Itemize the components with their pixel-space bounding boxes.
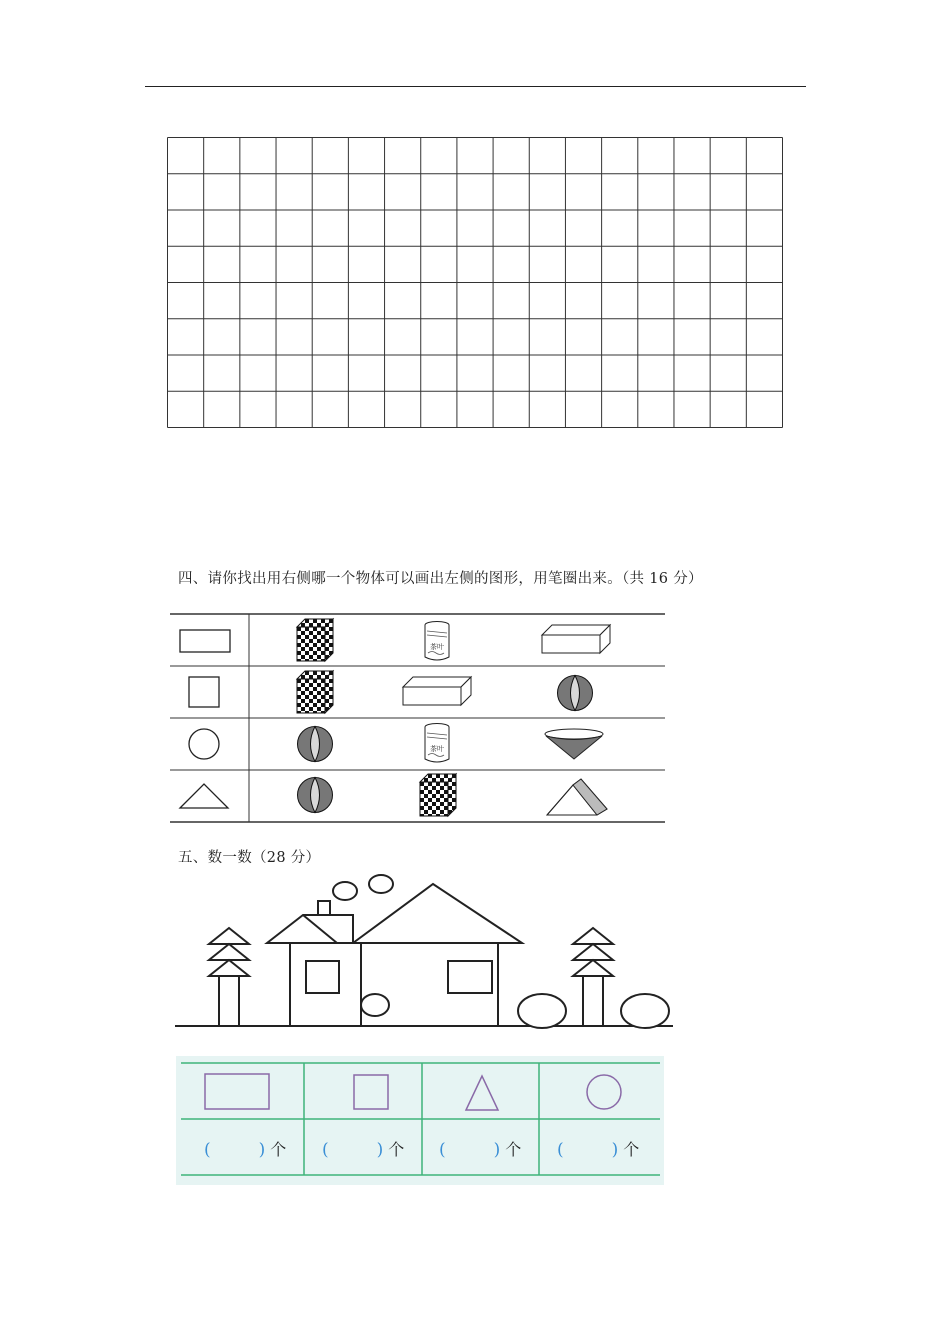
cuboid-box-object[interactable] [403,677,471,705]
close-paren: ) [376,1140,384,1160]
count-table-lines [176,1056,664,1185]
open-paren: ( [322,1140,329,1160]
open-paren: ( [439,1140,446,1160]
ball-object[interactable] [558,676,593,711]
tea-can-object[interactable] [425,724,449,763]
count-answer-table [176,1056,664,1185]
writing-grid [167,137,783,428]
rectangle-count-answer[interactable] [204,1137,286,1160]
section5-title: 五、数一数（28 分） [178,850,321,866]
ball-object[interactable] [298,778,333,813]
ball-object[interactable] [298,727,333,762]
rectangle-shape [180,630,230,652]
house-scene [175,872,675,1032]
unit-label: 个 [388,1140,405,1159]
cuboid-box-object[interactable] [542,625,610,653]
square-count-answer[interactable] [322,1137,404,1160]
square-shape [354,1075,388,1109]
close-paren: ) [493,1140,501,1160]
triangle-count-answer[interactable] [439,1137,521,1160]
open-paren: ( [557,1140,564,1160]
circle-count-answer[interactable] [557,1137,639,1160]
unit-label: 个 [270,1140,287,1159]
tea-can-label: 茶叶 [430,643,444,651]
cone-object[interactable] [545,729,603,759]
tea-can-label: 茶叶 [430,745,444,753]
header-rule [145,86,806,87]
open-paren: ( [204,1140,211,1160]
circle-shape [189,729,219,759]
shape-object-table [170,613,665,823]
tea-can-object[interactable] [425,622,449,661]
unit-label: 个 [623,1140,640,1159]
triangle-shape [180,784,228,808]
checkered-cube-object[interactable] [297,671,333,713]
triangular-prism-object[interactable] [547,779,607,815]
circle-shape [587,1075,621,1109]
close-paren: ) [611,1140,619,1160]
checkered-cube-object[interactable] [297,619,333,661]
triangle-shape [466,1076,498,1110]
unit-label: 个 [505,1140,522,1159]
close-paren: ) [258,1140,266,1160]
square-shape [189,677,219,707]
rectangle-shape [205,1074,269,1109]
checkered-cube-object[interactable] [420,774,456,816]
section4-title: 四、请你找出用右侧哪一个物体可以画出左侧的图形，用笔圈出来。（共 16 分） [178,571,703,587]
